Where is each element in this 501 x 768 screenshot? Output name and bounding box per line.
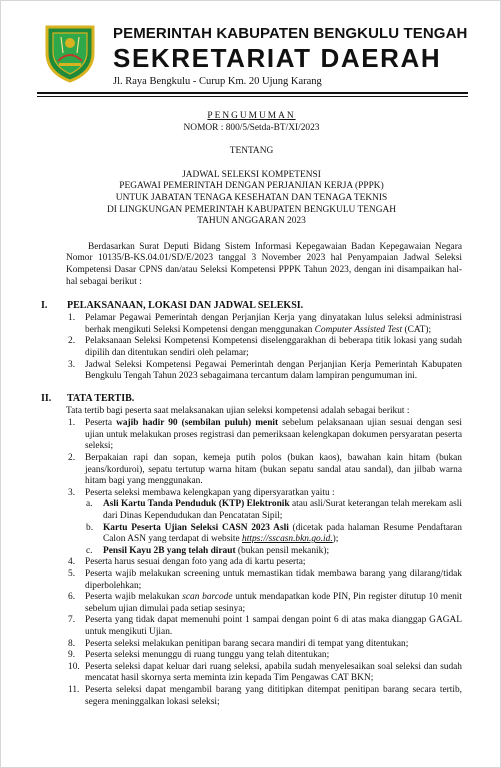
section-2-intro: Tata tertib bagi peserta saat melaksanakan ujian seleksi kompetensi adalah sebagai berikut : [66,405,410,416]
subject-line: PEGAWAI PEMERINTAH DENGAN PERJANJIAN KERJA (PPPK) [119,181,384,192]
document-body [1,103,501,708]
letterhead-rule-thin [37,96,468,97]
opening-paragraph: Berdasarkan Surat Deputi Bidang Sistem Informasi Kepegawaian Badan Kepegawaian Negara Nomor 10135/B-KS.04.01/SD/E/2023 tanggal 3 November 2023 hal Penyampaian Jadwal Seleksi Kompetensi Dasar CPNS dan/atau Seleksi Kompetensi PPPK Tahun 2023, dengan ini disampaikan hal-hal sebagai berikut : [66,241,462,287]
office-address: Jl. Raya Bengkulu - Curup Km. 20 Ujung Karang [113,76,322,87]
sscasn-link[interactable]: https://sscasn.bkn.go.id. [242,534,333,545]
list-item: 6. Peserta wajib melakukan scan barcode untuk mendapatkan kode PIN, Pin register ditutup 10 menit sebelum ujian dimulai pada setiap sesinya; [68,592,463,614]
sublist-item: b. Kartu Peserta Ujian Seleksi CASN 2023 Asli (dicetak pada halaman Resume Pendaftaran Calon ASN yang terdapat di website https://sscasn.bkn.go.id.); [86,522,462,545]
list-item: 1. Peserta wajib hadir 90 (sembilan puluh) menit sebelum pelaksanaan ujian sesuai dengan sesi ujian untuk melakukan proses registrasi dan pemeriksaan kelengkapan dokumen persyaratan peserta seleksi; [68,418,462,452]
document-kind: PENGUMUMAN [207,111,296,121]
section-1-list [1,313,501,383]
list-item: 3. Peserta seleksi membawa kelengkapan yang dipersyaratkan yaitu : a. Asli Kartu Tanda Penduduk (KTP) Elektronik atau asli/Surat keterangan telah merekam asli dari Dinas Kependudukan dan Pencatatan Sipil; b. Kartu Peserta Ujian Seleksi CASN 2023 Asli (dicetak pada halaman Resume Pendaftaran Calon ASN yang terdapat di website https://sscasn.bkn.go.id.); c. Pensil Kayu 2B yang telah diraut (bukan pensil mekanik); [68,487,462,556]
list-item: 3. Jadwal Seleksi Kompetensi Pegawai Pemerintah dengan Perjanjian Kerja Pemerintah Kabupaten Bengkulu Tengah Tahun 2023 sebagaimana tercantum dalam lampiran pengumuman ini. [68,359,462,382]
list-item: 5. Peserta wajib melakukan screening untuk memastikan tidak membawa barang yang dilarang/tidak diperbolehkan; [68,569,462,591]
subject-line: JADWAL SELEKSI KOMPETENSI [182,169,321,180]
section-2-list [1,418,501,708]
subject-block [1,170,501,228]
letterhead-rule-thick [37,92,468,94]
list-item: 1. Pelamar Pegawai Pemerintah dengan Perjanjian Kerja yang dinyatakan lulus seleksi administrasi berhak mengikuti Seleksi Kompetensi dengan menggunakan Computer Assisted Test (CAT); [68,313,462,335]
list-item: 2. Pelaksanaan Seleksi Kompetensi Kompetensi diselenggarakhan di beberapa titik lokasi yang sudah dipilih dan ditentukan sendiri oleh pelamar; [68,336,462,358]
sublist-item: a. Asli Kartu Tanda Penduduk (KTP) Elektronik atau asli/Surat keterangan telah merekam asli dari Dinas Kependudukan dan Pencatatan Sipil; [86,499,462,522]
letterhead [1,1,500,89]
list-item: 7. Peserta yang tidak dapat memenuhi point 1 sampai dengan point 6 di atas maka dianggap GAGAL untuk mengikuti Ujian. [68,615,462,637]
requirements-sublist [85,499,462,557]
letterhead-text [113,25,493,87]
office-name: SEKRETARIAT DAERAH [113,43,442,73]
list-item: 9. Peserta seleksi menunggu di ruang tunggu yang telah ditentukan; [68,650,330,661]
sublist-item: c. Pensil Kayu 2B yang telah diraut (bukan pensil mekanik); [86,545,330,556]
section-1-title: I. PELAKSANAAN, LOKASI DAN JADWAL SELEKSI. [41,300,304,312]
regency-emblem-icon [43,23,97,83]
list-item: 10. Peserta seleksi dapat keluar dari ruang seleksi, apabila sudah menyelesaikan soal seleksi dan sudah mencatat hasil skornya serta meminta izin kepada Tim Pengawas CAT BKN; [68,661,462,684]
subject-line: TAHUN ANGGARAN 2023 [197,216,306,227]
government-name: PEMERINTAH KABUPATEN BENGKULU TENGAH [113,25,468,42]
section-2-title: II. TATA TERTIB. [41,392,135,404]
list-item: 4. Peserta harus sesuai dengan foto yang ada di kartu peserta; [68,557,306,568]
list-item: 8. Peserta seleksi melakukan penitipan barang secara mandiri di tempat yang ditentukan; [68,638,409,649]
subject-line: UNTUK JABATAN TENAGA KESEHATAN DAN TENAGA TEKNIS [115,192,388,203]
about-label: TENTANG [229,146,274,157]
list-item: 2. Berpakaian rapi dan sopan, kemeja putih polos (bukan kaos), bawahan kain hitam (bukan jeans/korduroi), sepatu tertutup warna hitam (bukan sepatu sandal atau sandal), dan jilbab warna hitam bagi yang menggunakan. [68,453,462,487]
subject-line: DI LINGKUNGAN PEMERINTAH KABUPATEN BENGKULU TENGAH [106,204,397,215]
document-number: NOMOR : 800/5/Setda-BT/XI/2023 [183,122,320,133]
list-item: 11. Peserta seleksi dapat mengambil barang yang dititipkan ditempat penitipan barang secara tertib, segera meninggalkan lokasi seleksi; [68,684,462,707]
